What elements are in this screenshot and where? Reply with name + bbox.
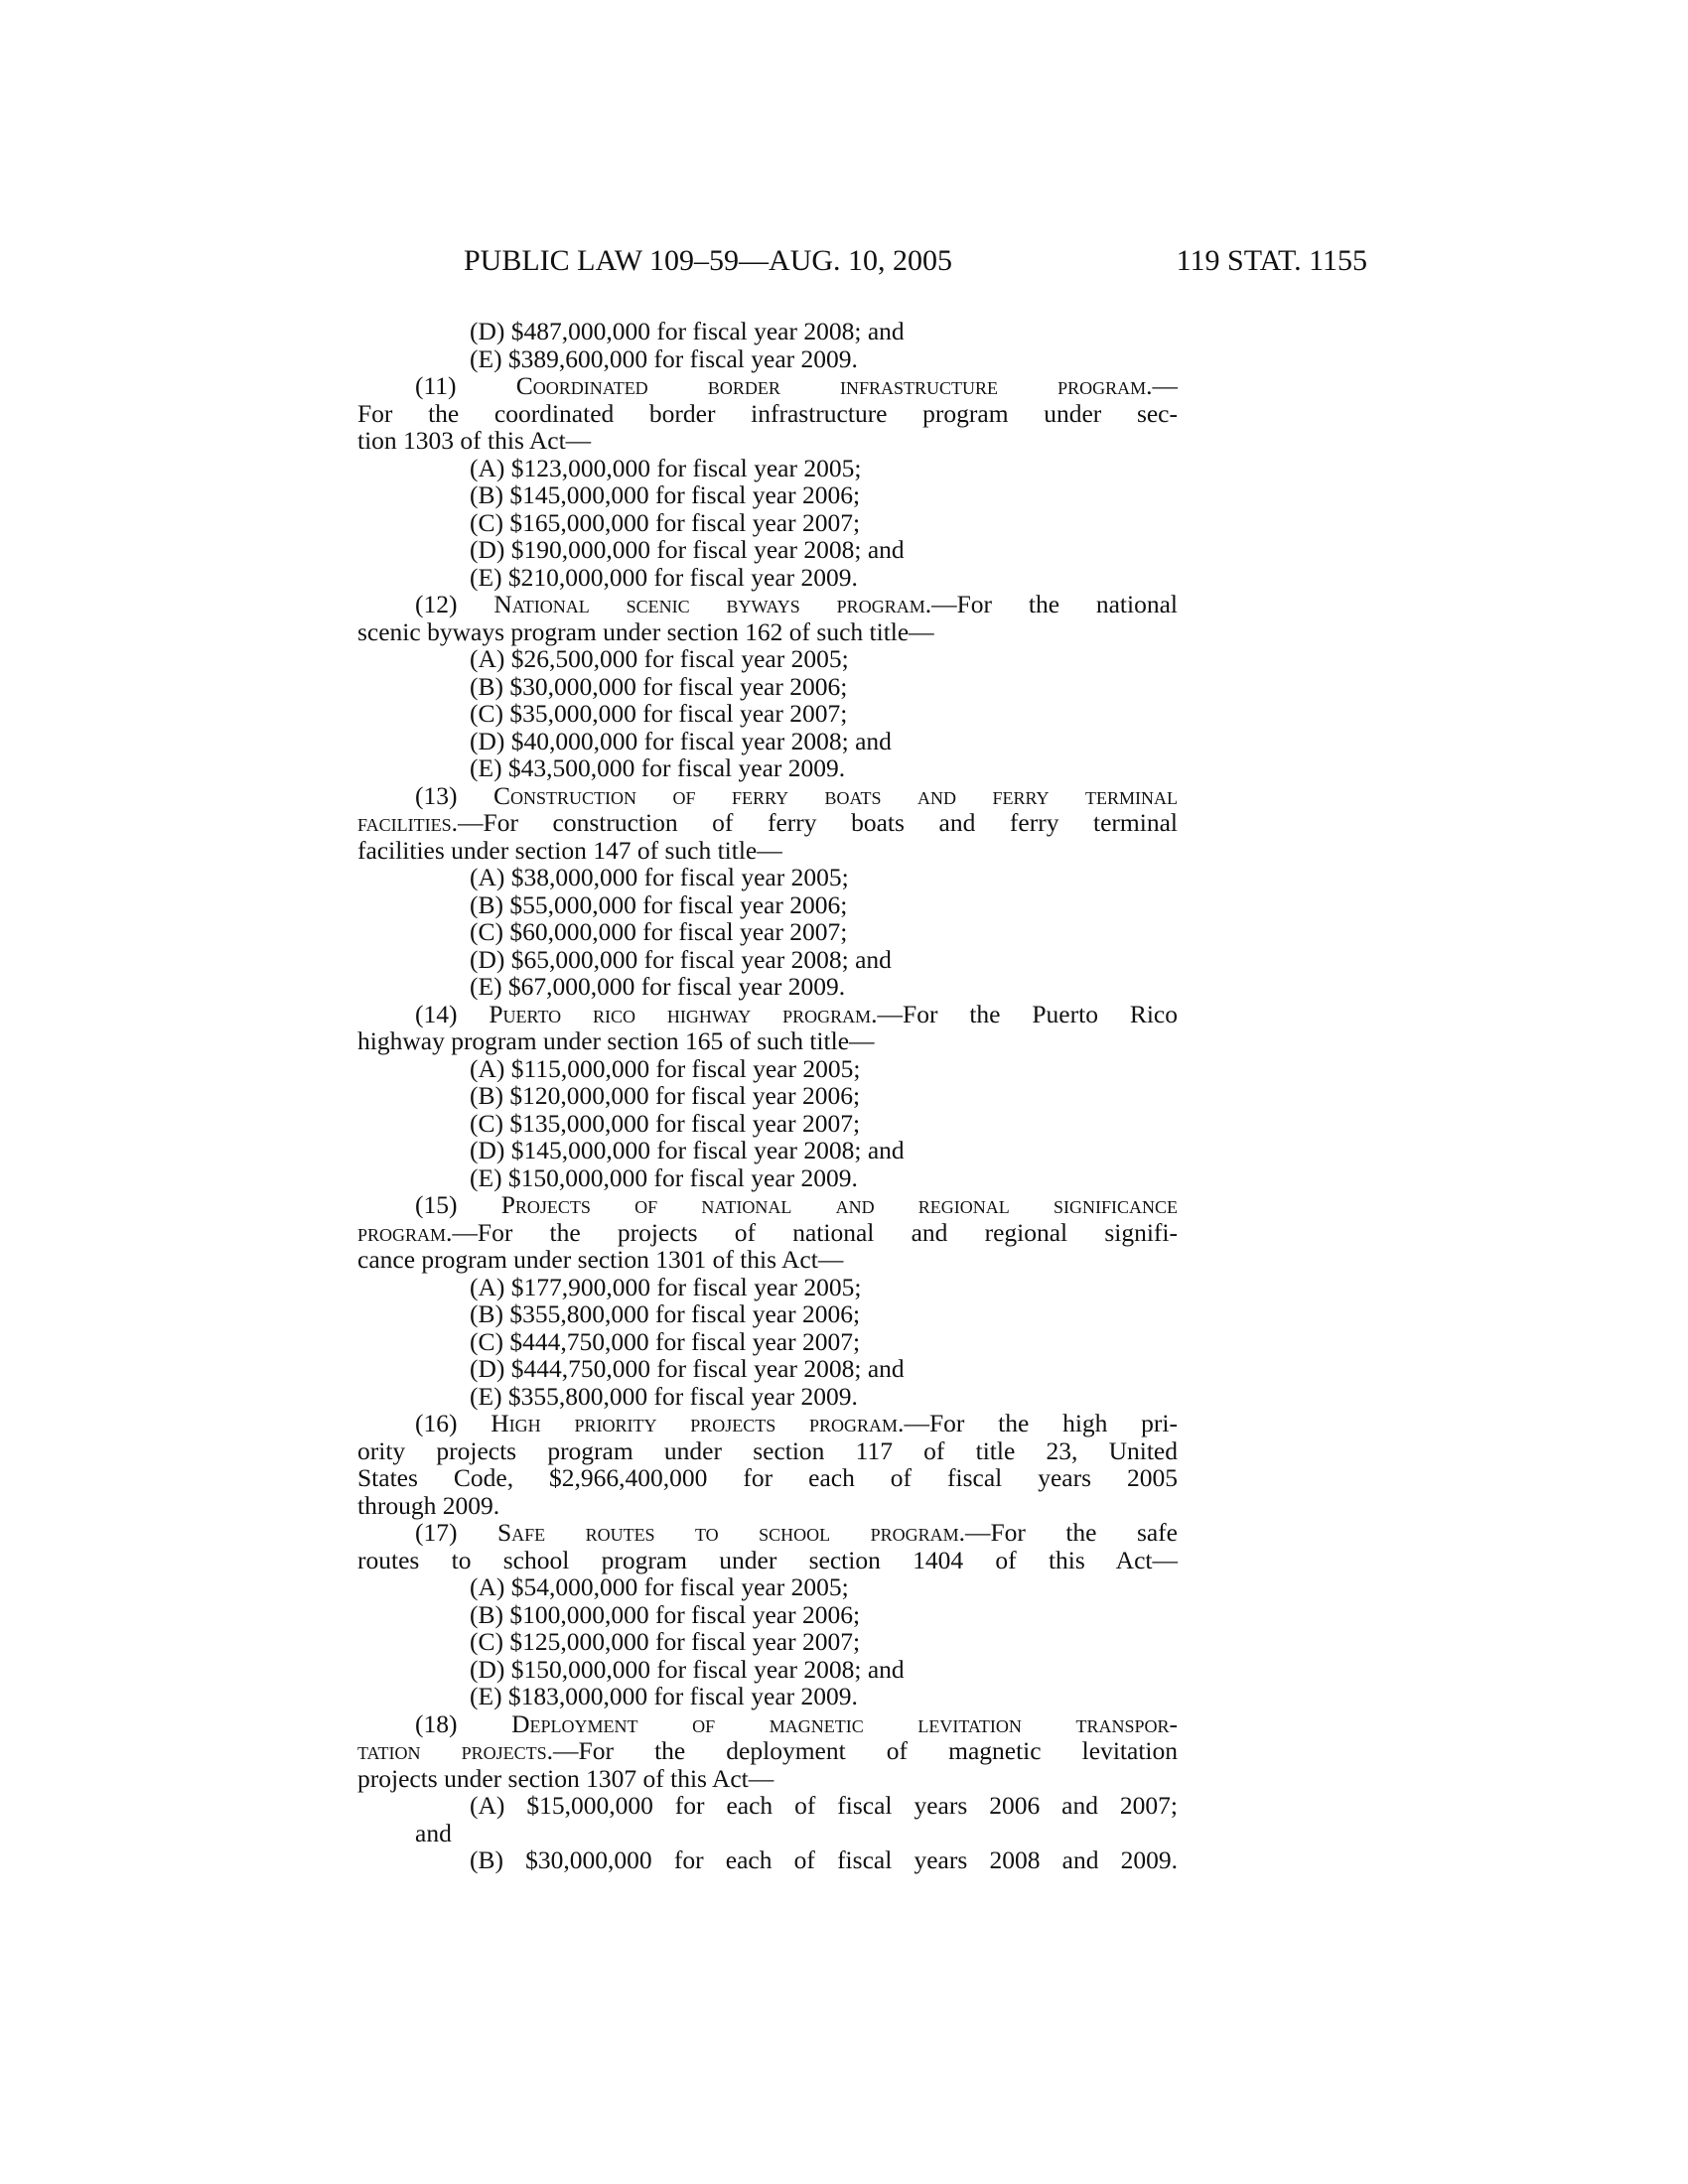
text-line bbox=[357, 1820, 1178, 1847]
paragraph-heading: Safe routes to school program. bbox=[496, 1518, 965, 1547]
paragraph-number: (17) bbox=[415, 1518, 458, 1547]
text-line bbox=[357, 1464, 1178, 1492]
paragraph-heading: Construction of ferry boats and ferry terminal bbox=[492, 780, 1178, 810]
text-line bbox=[357, 1656, 1178, 1684]
text-line bbox=[357, 1027, 1178, 1055]
line-text: (B) $355,800,000 for fiscal year 2006; bbox=[470, 1299, 861, 1328]
line-text: —For the deployment of magnetic levitation bbox=[553, 1736, 1178, 1765]
line-text: routes to school program under section 1404 of this Act— bbox=[357, 1545, 1178, 1574]
text-line bbox=[357, 1792, 1178, 1820]
line-text: — bbox=[1152, 371, 1179, 400]
line-text: highway program under section 165 of such title— bbox=[357, 1026, 875, 1055]
line-text: (C) $135,000,000 for fiscal year 2007; bbox=[470, 1108, 861, 1138]
text-line bbox=[357, 1573, 1178, 1601]
text-line bbox=[357, 1191, 1178, 1219]
line-text: (D) $487,000,000 for fiscal year 2008; and bbox=[470, 317, 905, 345]
text-line bbox=[357, 1547, 1178, 1574]
page-header bbox=[464, 244, 1367, 284]
text-line bbox=[357, 1219, 1178, 1247]
line-text: —For construction of ferry boats and ferry terminal bbox=[458, 808, 1178, 837]
line-text: (E) $67,000,000 for fiscal year 2009. bbox=[470, 972, 846, 1001]
line-text: —For the Puerto Rico bbox=[877, 999, 1178, 1028]
paragraph-heading: Puerto rico highway program. bbox=[489, 999, 878, 1028]
stat-page-number: 119 STAT. 1155 bbox=[1176, 244, 1367, 277]
text-line bbox=[357, 918, 1178, 946]
line-text: —For the projects of national and regional signifi- bbox=[452, 1217, 1178, 1247]
paragraph-heading: Projects of national and regional significance bbox=[500, 1190, 1179, 1219]
text-line bbox=[357, 1164, 1178, 1192]
text-line bbox=[357, 455, 1178, 482]
line-text: (C) $35,000,000 for fiscal year 2007; bbox=[470, 699, 848, 728]
line-text: —For the national bbox=[931, 590, 1179, 618]
text-line bbox=[357, 591, 1178, 618]
line-text: (D) $145,000,000 for fiscal year 2008; and bbox=[470, 1136, 905, 1164]
text-line bbox=[357, 1765, 1178, 1793]
text-line bbox=[357, 509, 1178, 537]
line-text: ority projects program under section 117 of title 23, United bbox=[357, 1435, 1178, 1465]
text-line bbox=[357, 973, 1178, 1001]
statute-body bbox=[357, 318, 1178, 1874]
text-line bbox=[357, 1137, 1178, 1164]
line-text: (A) $26,500,000 for fiscal year 2005; bbox=[470, 644, 849, 673]
text-line bbox=[357, 1437, 1178, 1465]
line-text: (E) $43,500,000 for fiscal year 2009. bbox=[470, 753, 846, 782]
line-text: (B) $55,000,000 for fiscal year 2006; bbox=[470, 889, 848, 919]
paragraph-number: (18) bbox=[415, 1708, 458, 1738]
text-line bbox=[357, 481, 1178, 509]
text-line bbox=[357, 946, 1178, 974]
line-text: (C) $165,000,000 for fiscal year 2007; bbox=[470, 507, 861, 537]
text-line bbox=[357, 1519, 1178, 1547]
text-line bbox=[357, 1628, 1178, 1656]
text-line bbox=[357, 1601, 1178, 1629]
text-line bbox=[357, 400, 1178, 428]
text-line bbox=[357, 754, 1178, 782]
text-line bbox=[357, 345, 1178, 373]
text-line bbox=[357, 1383, 1178, 1411]
paragraph-number: (14) bbox=[415, 999, 458, 1028]
paragraph-heading: High priority projects program. bbox=[491, 1409, 905, 1437]
line-text: (C) $60,000,000 for fiscal year 2007; bbox=[470, 917, 848, 946]
line-text: —For the high pri- bbox=[904, 1409, 1178, 1437]
line-text: scenic byways program under section 162 of such title— bbox=[357, 616, 934, 646]
text-line bbox=[357, 1710, 1178, 1738]
line-text: (A) $177,900,000 for fiscal year 2005; bbox=[470, 1272, 862, 1301]
paragraph-heading: tation projects. bbox=[357, 1736, 554, 1765]
line-text: (B) $30,000,000 for each of fiscal years 2008 and 2009. bbox=[470, 1845, 1178, 1874]
line-text: —For the safe bbox=[964, 1518, 1178, 1547]
line-text: (D) $40,000,000 for fiscal year 2008; and bbox=[470, 726, 892, 755]
line-text: (D) $444,750,000 for fiscal year 2008; and bbox=[470, 1354, 905, 1383]
text-line bbox=[357, 1737, 1178, 1765]
text-line bbox=[357, 673, 1178, 701]
line-text: (D) $190,000,000 for fiscal year 2008; and bbox=[470, 535, 905, 564]
text-line bbox=[357, 728, 1178, 755]
text-line bbox=[357, 1355, 1178, 1383]
line-text: and bbox=[415, 1818, 452, 1847]
line-text: For the coordinated border infrastructure program under sec- bbox=[357, 398, 1178, 428]
text-line bbox=[357, 1300, 1178, 1328]
text-line bbox=[357, 564, 1178, 592]
text-line bbox=[357, 1246, 1178, 1274]
text-line bbox=[357, 1846, 1178, 1874]
line-text: (C) $444,750,000 for fiscal year 2007; bbox=[470, 1326, 861, 1356]
paragraph-heading: facilities. bbox=[357, 808, 459, 837]
paragraph-heading: program. bbox=[357, 1217, 453, 1247]
paragraph-number: (16) bbox=[415, 1409, 458, 1437]
line-text: (E) $355,800,000 for fiscal year 2009. bbox=[470, 1381, 858, 1411]
line-text: (A) $15,000,000 for each of fiscal years 2006 and 2007; bbox=[470, 1791, 1178, 1820]
text-line bbox=[357, 1001, 1178, 1028]
paragraph-heading: National scenic byways program. bbox=[493, 590, 932, 618]
text-line bbox=[357, 1410, 1178, 1437]
line-text: (A) $54,000,000 for fiscal year 2005; bbox=[470, 1572, 849, 1601]
line-text: (C) $125,000,000 for fiscal year 2007; bbox=[470, 1627, 861, 1656]
line-text: (B) $120,000,000 for fiscal year 2006; bbox=[470, 1081, 861, 1110]
text-line bbox=[357, 782, 1178, 810]
line-text: (D) $150,000,000 for fiscal year 2008; and bbox=[470, 1654, 905, 1684]
line-text: cance program under section 1301 of this Act— bbox=[357, 1245, 844, 1274]
running-head: PUBLIC LAW 109–59—AUG. 10, 2005 bbox=[464, 244, 953, 277]
paragraph-heading: Deployment of magnetic levitation transpor- bbox=[511, 1708, 1178, 1738]
line-text: tion 1303 of this Act— bbox=[357, 426, 592, 455]
text-line bbox=[357, 1082, 1178, 1110]
paragraph-heading: Coordinated border infrastructure program. bbox=[515, 371, 1153, 400]
text-line bbox=[357, 372, 1178, 400]
line-text: States Code, $2,966,400,000 for each of fiscal years 2005 bbox=[357, 1463, 1178, 1492]
paragraph-number: (11) bbox=[415, 371, 457, 400]
text-line bbox=[357, 536, 1178, 564]
text-line bbox=[357, 1492, 1178, 1520]
line-text: (D) $65,000,000 for fiscal year 2008; and bbox=[470, 944, 892, 974]
line-text: (E) $183,000,000 for fiscal year 2009. bbox=[470, 1682, 858, 1710]
line-text: (B) $100,000,000 for fiscal year 2006; bbox=[470, 1599, 861, 1629]
text-line bbox=[357, 891, 1178, 919]
text-line bbox=[357, 1055, 1178, 1083]
text-line bbox=[357, 1328, 1178, 1356]
paragraph-number: (12) bbox=[415, 590, 458, 618]
text-line bbox=[357, 618, 1178, 646]
line-text: facilities under section 147 of such title— bbox=[357, 835, 782, 865]
line-text: through 2009. bbox=[357, 1490, 500, 1520]
line-text: (E) $150,000,000 for fiscal year 2009. bbox=[470, 1162, 858, 1192]
text-line bbox=[357, 864, 1178, 891]
line-text: (E) $210,000,000 for fiscal year 2009. bbox=[470, 562, 858, 592]
line-text: (E) $389,600,000 for fiscal year 2009. bbox=[470, 343, 858, 373]
text-line bbox=[357, 427, 1178, 455]
paragraph-number: (13) bbox=[415, 780, 458, 810]
text-line bbox=[357, 1683, 1178, 1710]
text-line bbox=[357, 837, 1178, 865]
text-line bbox=[357, 809, 1178, 837]
text-line bbox=[357, 318, 1178, 345]
line-text: (A) $123,000,000 for fiscal year 2005; bbox=[470, 453, 862, 482]
line-text: (A) $38,000,000 for fiscal year 2005; bbox=[470, 863, 849, 891]
text-line bbox=[357, 700, 1178, 728]
text-line bbox=[357, 1110, 1178, 1138]
line-text: (B) $145,000,000 for fiscal year 2006; bbox=[470, 480, 861, 509]
line-text: (B) $30,000,000 for fiscal year 2006; bbox=[470, 671, 848, 701]
paragraph-number: (15) bbox=[415, 1190, 458, 1219]
text-line bbox=[357, 645, 1178, 673]
line-text: projects under section 1307 of this Act— bbox=[357, 1763, 774, 1793]
text-line bbox=[357, 1274, 1178, 1301]
line-text: (A) $115,000,000 for fiscal year 2005; bbox=[470, 1053, 861, 1083]
